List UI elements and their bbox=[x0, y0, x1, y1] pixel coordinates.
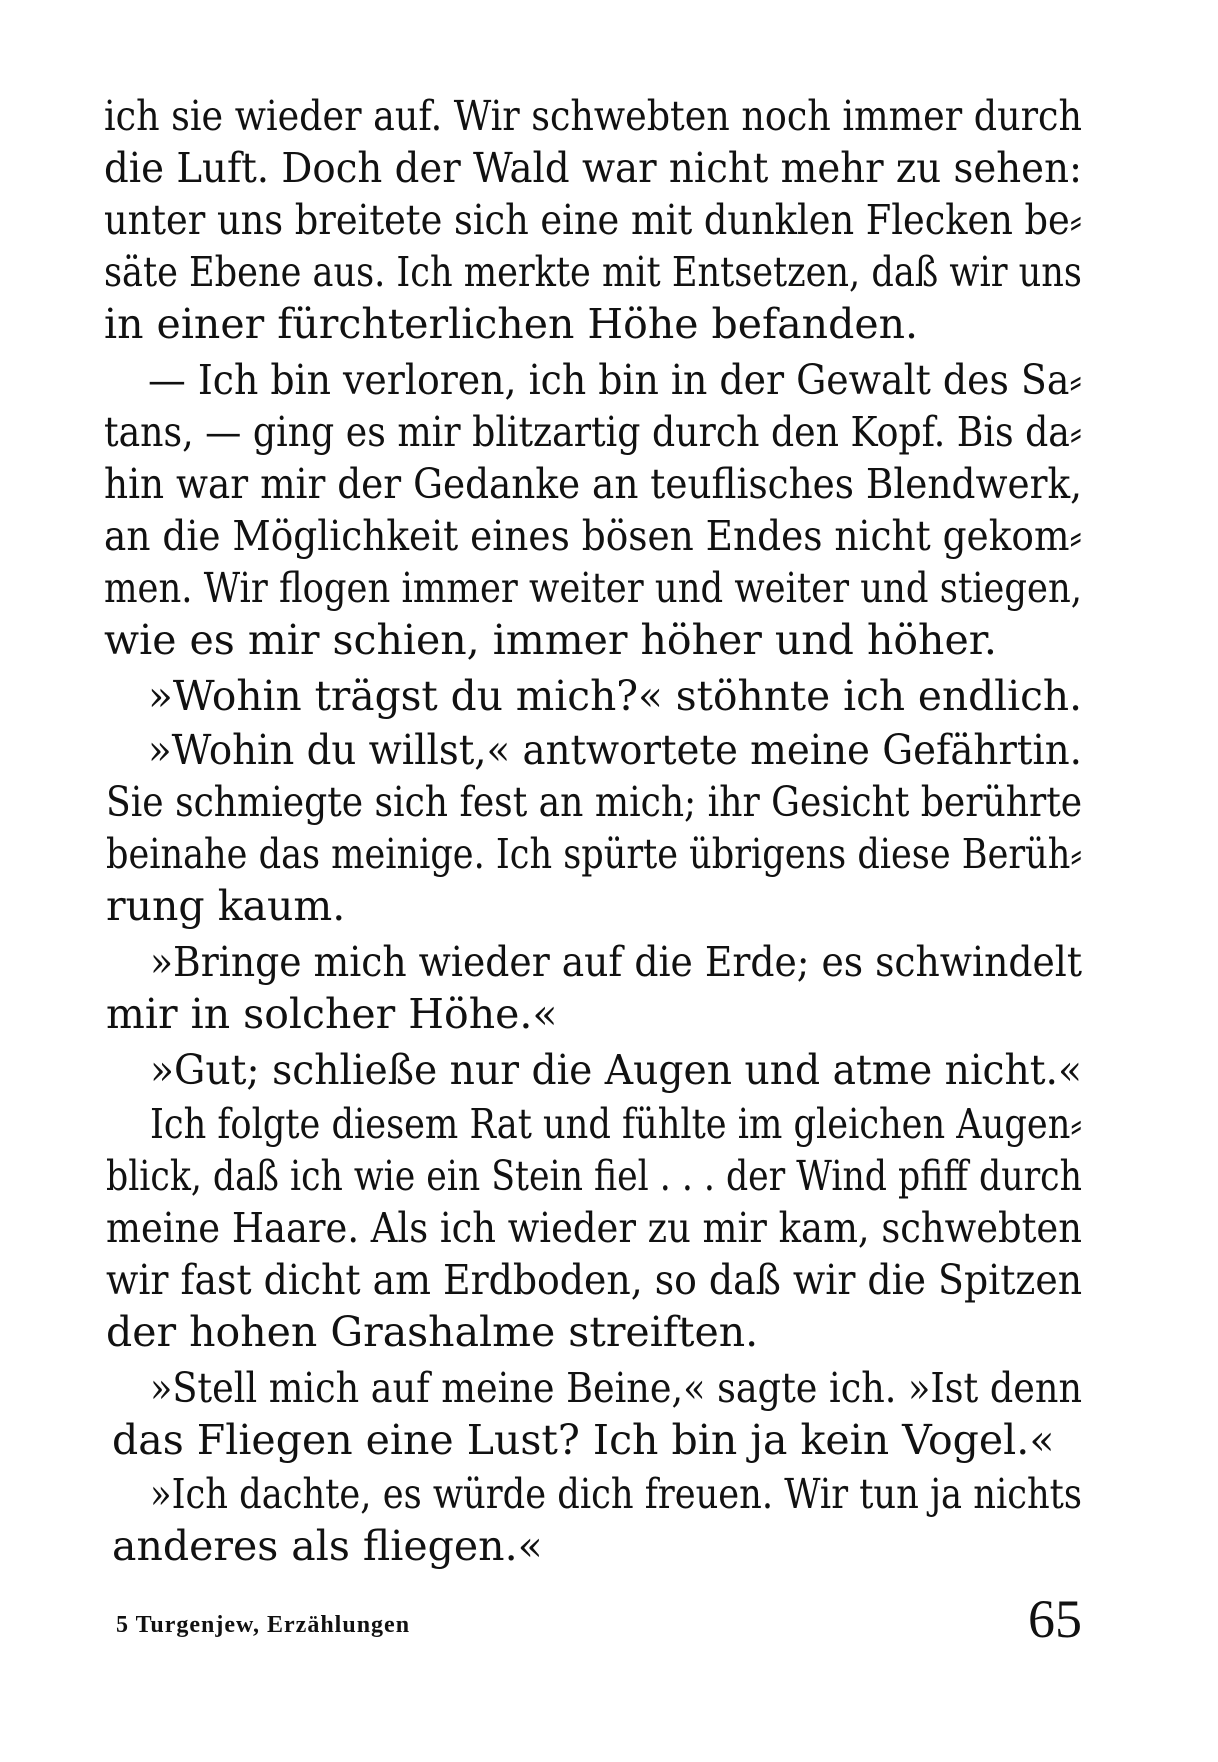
text-line-19: »Gut; schließe nur die Augen und atme nicht.« bbox=[150, 1046, 1082, 1094]
text-line-21: blick, daß ich wie ein Stein fiel . . . der Wind pfiff durch bbox=[106, 1152, 1082, 1200]
text-line-12: »Wohin trägst du mich?« stöhnte ich endlich. bbox=[148, 672, 1083, 720]
text-line-6: — Ich bin verloren, ich bin in der Gewalt des Sa⸗ bbox=[148, 356, 1082, 404]
text-line-23: wir fast dicht am Erdboden, so daß wir die Spitzen bbox=[106, 1256, 1083, 1304]
text-line-8: hin war mir der Gedanke an teuflisches Blendwerk, bbox=[104, 460, 1083, 508]
text-line-18: mir in solcher Höhe.« bbox=[106, 990, 558, 1038]
text-line-2: die Luft. Doch der Wald war nicht mehr zu sehen: bbox=[104, 144, 1083, 192]
text-line-14: Sie schmiegte sich fest an mich; ihr Gesicht berührte bbox=[106, 778, 1083, 826]
text-line-9: an die Möglichkeit eines bösen Endes nicht gekom⸗ bbox=[104, 512, 1082, 560]
text-line-3: unter uns breitete sich eine mit dunklen Flecken be⸗ bbox=[104, 196, 1083, 244]
text-line-7: tans, — ging es mir blitzartig durch den Kopf. Bis da⸗ bbox=[104, 408, 1082, 456]
text-line-25: »Stell mich auf meine Beine,« sagte ich. »Ist denn bbox=[150, 1364, 1083, 1412]
text-line-5: in einer fürchterlichen Höhe befanden. bbox=[104, 300, 919, 348]
text-line-27: »Ich dachte, es würde dich freuen. Wir tun ja nichts bbox=[150, 1470, 1082, 1518]
text-line-24: der hohen Grashalme streiften. bbox=[106, 1308, 759, 1356]
page-number: 65 bbox=[1028, 1589, 1082, 1649]
text-line-28: anderes als fliegen.« bbox=[112, 1522, 543, 1570]
text-line-26: das Fliegen eine Lust? Ich bin ja kein Vogel.« bbox=[112, 1416, 1055, 1464]
text-line-22: meine Haare. Als ich wieder zu mir kam, schwebten bbox=[106, 1204, 1082, 1252]
text-line-11: wie es mir schien, immer höher und höher. bbox=[104, 616, 997, 664]
text-line-15: beinahe das meinige. Ich spürte übrigens diese Berüh⸗ bbox=[106, 830, 1083, 878]
footer-signature: 5 Turgenjew, Erzählungen bbox=[116, 1612, 411, 1638]
text-line-20: Ich folgte diesem Rat und fühlte im gleichen Augen⸗ bbox=[150, 1100, 1083, 1148]
text-line-1: ich sie wieder auf. Wir schwebten noch immer durch bbox=[104, 92, 1082, 140]
text-line-17: »Bringe mich wieder auf die Erde; es schwindelt bbox=[150, 938, 1083, 986]
text-line-16: rung kaum. bbox=[106, 882, 346, 930]
text-line-13: »Wohin du willst,« antwortete meine Gefährtin. bbox=[148, 726, 1082, 774]
text-line-10: men. Wir flogen immer weiter und weiter und stiegen, bbox=[104, 564, 1082, 612]
text-line-4: säte Ebene aus. Ich merkte mit Entsetzen, daß wir uns bbox=[104, 248, 1082, 296]
